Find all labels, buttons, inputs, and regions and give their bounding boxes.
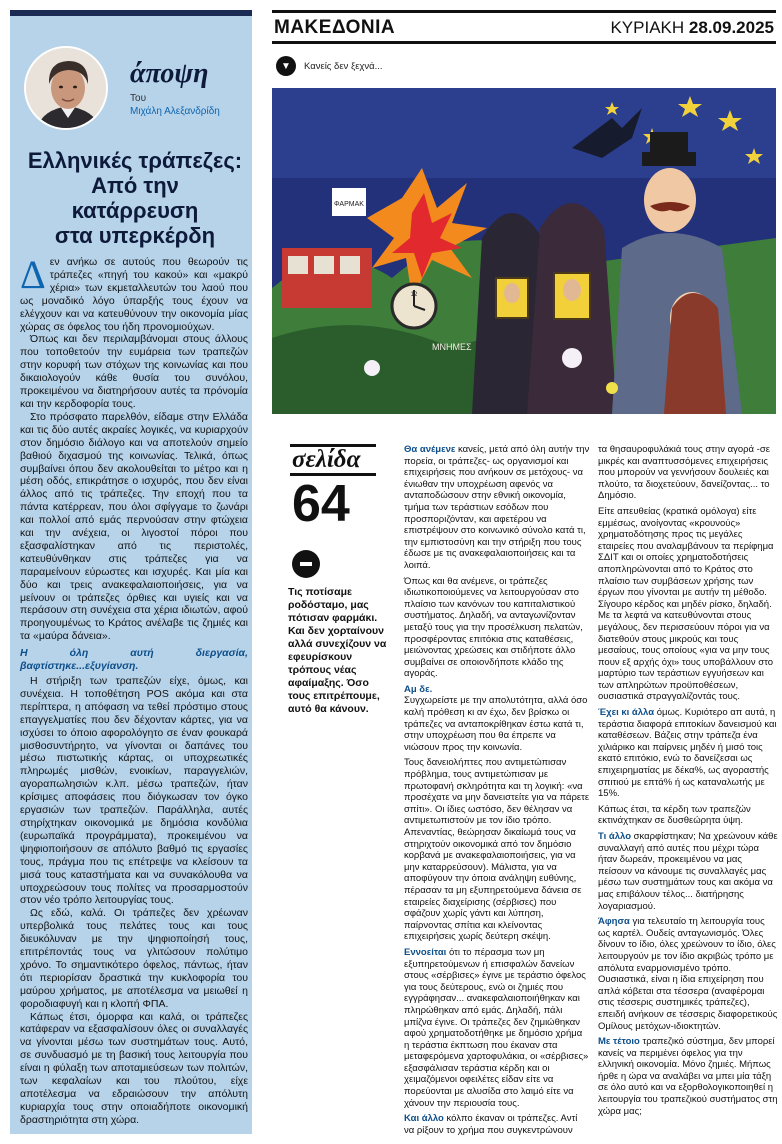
paragraph-lead: Και άλλο [404, 1113, 444, 1125]
opinion-title [24, 148, 246, 248]
opinion-rubric: άποψη [130, 58, 209, 89]
article-paragraph [404, 444, 590, 572]
article-column-2 [598, 444, 778, 1121]
paragraph-text: τραπεζικό σύστημα, δεν μπορεί κανείς να περιμένει όφελος για την ελληνική οικονομία. Μόνο ζημιές. Μήπως ήρθε η ώρα να αναλάβει να μπει μία τάξη σε όλο αυτό και να εξορθολογικοποιηθεί η λειτουργία του τραπεζικού συστήματος στη χώρα μας; [598, 1036, 778, 1117]
mural-scrawl-text: ΜΝΗΜΕΣ [432, 342, 472, 352]
minus-circle-icon [292, 550, 320, 578]
article-paragraph [598, 707, 778, 800]
article-paragraph [404, 684, 590, 754]
mural-sign-text: ΦΑΡΜΑΚ [334, 201, 364, 208]
page-number: 64 [292, 475, 350, 533]
title-line: Από την [91, 173, 179, 198]
article-paragraph [404, 1113, 590, 1136]
drop-cap: Δ [20, 252, 46, 297]
chevron-down-icon: ▼ [276, 56, 296, 76]
photo-kicker [276, 56, 383, 76]
paragraph-text: όμως. Κυριότερο απ αυτά, η τεράστια διαφορά επιτοκίων δανεισμού και καταθέσεων. Βάζεις στην τράπεζα ένα χιλιάρικο και παίρνεις μηδέν ή μισό τοις εκατό επιτόκιο, ενώ το δανείζεσαι ως επιχειρηματίας με δέκα%, ως αγοραστής σπιτιού με επτά% ή ως καταναλωτής με 15%. [598, 707, 777, 800]
paragraph-lead: Άφησα [598, 916, 630, 928]
paragraph-lead: Αμ δε. [404, 683, 433, 695]
title-line: κατάρρευση [71, 198, 199, 223]
paragraph-lead: Θα ανέμενε [404, 444, 456, 455]
opinion-paragraph: Ως εδώ, καλά. Οι τράπεζες δεν χρέωναν υπερβολικά τους πελάτες τους και τους διευκόλυναν με την ψηφιοποίησή τους, επιτρέποντάς τους να γλιτώσουν πολύτιμο χρόνο. Το σημαντικότερο όφελος, πάντως, ήταν ότι περιορίσαν δραστικά την κυκλοφορία του μαύρου χρήματος, με αποτέλεσμα να μειωθεί η φοροδιαφυγή και η κλοπή ΦΠΑ. [20, 907, 248, 1010]
date: 28.09.2025 [688, 18, 774, 37]
opinion-paragraph: Κάπως έτσι, όμορφα και καλά, οι τράπεζες κατάφεραν να εξασφαλίσουν όλες οι συναλλαγές να γίνονται μέσω των συστημάτων τους. Αυτό, σε συνδυασμό με τη βασική τους λειτουργία που είναι η φύλαξη των αποταμιεύσεων των πολιτών, των κεφαλαίων και του πλούτου, είχε αποτέλεσμα να εδραιώσουν την απόλυτη κυριαρχία τους στην οποιαδήποτε οικονομική δραστηριότητα στη χώρα. [20, 1010, 248, 1126]
opinion-subheading: Η όλη αυτή διεργασία, βαφτίστηκε...εξυγίανση. [20, 647, 248, 673]
opinion-body [20, 252, 248, 1127]
article-paragraph [598, 916, 778, 1032]
title-line: στα υπερκέρδη [54, 223, 216, 248]
issue-date [610, 18, 774, 38]
article-paragraph: τα θησαυροφυλάκιά τους στην αγορά -σε μικρές και αναπτυσσόμενες επιχειρήσεις που μπορούν να γεννήσουν δουλειές και πλούτο, τα διοχετεύουν, δανείζοντας... το Δημόσιο. [598, 444, 770, 502]
author-block [10, 16, 252, 124]
article-paragraph: Είτε απευθείας (κρατικά ομόλογα) είτε εμμέσως, ανοίγοντας «κρουνούς» χρηματοδότησης προς τις μεγάλες εταιρείες που αναλαμβάνουν τα περίφημα ΣΔΙΤ και οι οποίες χρηματοδοτήσεις αποπληρώνονται από το Κράτος στο πλαίσιο των συμβάσεων χρήσης των έργων που γίνονται με αυτήν τη μέθοδο. Σίγουρο κέρδος και μηδέν ρίσκο, δηλαδή. Με τα λεφτά να κατευθύνονται στους μεγάλους, δεν περισσεύουν πόροι για να διατεθούν στους μικρούς και τους μεσαίους, τους οποίους «για να μην τους πουν εξ αρχής όχι» τους υποβάλλουν στο μαρτύριο των τεράστιων εγγυήσεων και των απληρώτων προϋποθέσεων, ουσιαστικά στραγγαλίζοντάς τους. [598, 505, 774, 703]
page-header [272, 10, 776, 44]
paragraph-lead: Τι άλλο [598, 831, 632, 842]
opinion-paragraph: Όπως και δεν περιλαμβάνομαι στους άλλους που τοποθετούν την ευμάρεια των τραπεζών στην κορυφή των στόχων της κοινωνίας και που δικαιολογούν κάθε θυσία του συνόλου, προκειμένου να διατηρήσουν αυτές τα πρόνομία και την κερδοφορία τους. [20, 333, 248, 410]
paragraph-lead: Εννοείται [404, 946, 447, 958]
author-photo [24, 46, 108, 130]
paragraph-text: εν ανήκω σε αυτούς που θεωρούν τις τράπεζες «πηγή του κακού» και «μακρύ χέρια» των εκμεταλλευτών του λαού που ως μοναδικό λόγο ύπαρξής τους έχουν να ελέγχουν και να κατευθύνουν την οικονομία μίας χώρας σε όφελος του ήδη προνομιούχων. [20, 256, 248, 333]
page-box [290, 444, 376, 532]
article-column-1 [404, 444, 590, 1140]
article-paragraph: Κάπως έτσι, τα κέρδη των τραπεζών εκτινάχτηκαν σε δυσθεώρητα ύψη. [598, 803, 751, 827]
paragraph-text: κανείς, μετά από όλη αυτήν την πορεία, οι τράπεζες- ως οργανισμοί και επιχειρήσεις που ανήκουν σε μετόχους- να ένιωθαν την υποχρέωση αφενός να ανταποδώσουν στην εθνική οικονομία, τμήμα των τεράστιων εσόδων που προσποριζόνταν, και αφετέρου να επιστρέψουν στο κοινωνικό σύνολο κατά τι, την εμπιστοσύνη και την στήριξη που τους έδωσε με τις ανακεφαλαιοποιήσεις και τα λοιπά. [404, 444, 590, 571]
paragraph-text: για τελευταίο τη λειτουργία τους ως καρτέλ. Ουδείς ανταγωνισμός. Όλες δίνουν το ίδιο, όλες χρεώνουν το ίδιο, όλες λειτουργούν με τον ίδιο ακριβώς τρόπο με απόλυτα εναρμονισμένο τρόπο. Ουσιαστικά, είναι η ίδια επιχείρηση που απλά κόβεται στα τέσσερα (αναφέρομαι στις τέσσερις συστημικές τράπεζες), επειδή ανήκουν σε τέσσερις διαφορετικούς Ομίλους μετόχων-ιδιοκτητών. [598, 916, 778, 1032]
weekday: ΚΥΡΙΑΚΗ [610, 18, 685, 37]
opinion-paragraph: Η στήριξη των τραπεζών είχε, όμως, και συνέχεια. Η τοποθέτηση POS ακόμα και στα περίπτερα, η απόφαση να τεθεί πρόστιμο στους επαγγελματίες που δεν δέχονταν κάρτες, για να ισχύσει το όποιο αφορολόγητο σε έναν φουκαρά μισθοσυντήρητο, να γίνονται οι δαπάνες του μέσω πιστωτικής κάρτας, οι υποχρεωτικές πληρωμές μισθών, ενοικίων, παραγγελιών, αγοραπωλησιών κ.λπ. μέσω τραπεζών, ήταν κρίσιμες αποφάσεις που διόγκωσαν τον όγκο εργασιών των τραπεζών. Παράλληλα, αυτές στηρίχτηκαν οικονομικά με δημόσια κονδύλια (ευρωπαϊκά προγράμματα), προκειμένου να ψηφιοποιήσουν σε απόλυτο βαθμό τις εργασίες τους, πράγμα που τις επέτρεψε να κλείσουν τα μισά τους καταστήματα και να συνακόλουθα να υποχρεώσουν τους πολίτες να προσαρμοστούν στον νέο τρόπο λειτουργίας τους. [20, 675, 248, 907]
article-paragraph [598, 1036, 778, 1117]
byline [130, 92, 220, 118]
article-paragraph [598, 831, 778, 912]
opinion-column [10, 10, 252, 1134]
paragraph-text: Συγχωρείστε με την απολυτότητα, αλλά όσο καλή πρόθεση κι αν έχω, δεν βρίσκω οι τράπεζες να ανταποκρίθηκαν έστω κατά τι, στην υποχρέωση που θα έπρεπε να νιώσουν προς την κοινωνία. [404, 695, 588, 753]
article-paragraph: Όπως και θα ανέμενε, οι τράπεζες ιδιωτικοποιούμενες να λειτουργούσαν στο πλαίσιο των κανόνων του καπιταλιστικού συστήματος. Δηλαδή, να ανταγωνίζονταν μεταξύ τους για την προσέλκυση πελατών, προσφέροντας επιτόκια στις καταθέσεις, μειώνοντας χρεώσεις και στιδήποτε άλλο συμβαίνει σε οποιονδήποτε κλάδο της αγοράς. [404, 575, 583, 680]
paragraph-lead: Έχει κι άλλα [598, 707, 655, 719]
kicker-text: Κανείς δεν ξεχνά... [304, 60, 383, 72]
page-label: σελίδα [290, 444, 376, 476]
title-line: Ελληνικές τράπεζες: [27, 148, 243, 173]
opinion-paragraph: Στο πρόσφατο παρελθόν, είδαμε στην Ελλάδα και τις δύο αυτές ακραίες λογικές, να κυριαρχούν στον δημόσιο διάλογο και να αποτελούν σημείο βαθιού διχασμού της κοινωνίας. Τελικά, όπως συμβαίνει όπου δεν ακολουθείται το μέτρο και η μέση οδός, επικράτησε ο ισχυρός, που δεν είναι άλλος από τις τράπεζες. Την εποχή που τα πάντα κατέρρεαν, που όλοι σφίγγαμε το ζωνάρι και πολλοί από εμάς περνούσαν στην φτώχεια και την ανέχεια, οι λιγοστοί πόροι που εξασφαλίστηκαν από τις περιστολές, κατευθύνθηκαν στις τράπεζες για να παραμείνουν εύρωστες και ισχυρές. Και μία και δύο και τρεις ανακεφαλαιοποιήσεις, για να μείνουν οι τράπεζες όρθιες και υγιείς και να περάσουν στη συνέχεια στα χέρια ιδιωτών, αφού προηγουμένως το Κράτος ανέλαβε τις ζημιές και τα «μαύρα δάνεια». [20, 410, 248, 643]
pull-quote: Τις ποτίσαμε ροδόσταμο, μας πότισαν φαρμάκι. Και δεν χορταίνουν αλλά συνεχίζουν να εφευρίσκουν τρόπους νέας αφαίμαξης. Όσο τους επιτρέπουμε, αυτό θα κάνουν. [288, 586, 387, 715]
byline-prefix: Του [130, 93, 147, 104]
mural-photo [272, 88, 776, 414]
paragraph-text: σκαρφίστηκαν; Να χρεώνουν κάθε συναλλαγή από αυτές που μέχρι τώρα ήταν δωρεάν, προκειμένου να μας πείσουν να κάνουμε τις συναλλαγές μας μέσω των συστημάτων τους και ακόμα να μας επιβάλουν τέλος... διατήρησης λογαριασμού. [598, 831, 778, 912]
paragraph-text: ότι το πέρασμα των μη εξυπηρετούμενων ή επισφαλών δανείων στους «σέρβισες» έγινε με τεράστιο όφελος για τους δεύτερους, ενώ οι ζημιές που εγγράφησαν... ανακεφαλαιοποιήθηκαν και πληρώθηκαν από εμάς. Δηλαδή, πάλι μπίζνα έγινε. Οι τράπεζες δεν ζημιώθηκαν αφού χρηματοδοτήθηκε με δημόσιο χρήμα η τεράστια έκπτωση που έκαναν στα μεταφερόμενα χαρτοφυλάκια, οι «σέρβισες» εξασφάλισαν τεράστια κέρδη και οι χειμαζόμενοι οφειλέτες είδαν είτε να πορεύονται με αλυσίδα στο λαιμό είτε να χάνουν την περιουσία τους. [404, 946, 589, 1109]
author-name: Μιχάλη Αλεξανδρίδη [130, 106, 220, 117]
article-paragraph: Τους δανειολήπτες που αντιμετώπισαν πρόβλημα, τους αντιμετώπισαν με πρωτοφανή σκληρότητα και τη λογική: «να προσέχατε να μην δανειστείτε για να πάρετε σπίτι». Οι ίδιες ωστόσο, δεν θέλησαν να αντιμετωπιστούν με τον ίδιο τρόπο. Απεναντίας, θεώρησαν δικαίωμά τους να στηριχτούν οικονομικά από τον δημόσιο κορβανά με ανακεφαλαιοποιήσεις, για να μην καταρρεύσουν). Μάλιστα, για να αποφύγουν την όποια ανάληψη ευθύνης, πέρασαν τα μη εξυπηρετούμενα δάνεια σε εταιρείες διαχείρισης (σέρβισες) που σφάζουν χωρίς γάντι και λύπηση, παίρνοντας σπίτια και κλείνοντας επιχειρήσεις χωρίς δεύτερη σκέψη. [404, 757, 590, 943]
paragraph-lead: Με τέτοιο [598, 1036, 640, 1048]
article-paragraph [404, 947, 590, 1109]
mural-clock-text: 12 [410, 292, 418, 298]
paragraph-text: κόλπο έκαναν οι τράπεζες. Αντί να ρίξουν το χρήμα που συγκεντρώνουν [404, 1113, 578, 1136]
opinion-paragraph [20, 252, 248, 333]
section-name: ΜΑΚΕΔΟΝΙΑ [274, 17, 396, 38]
